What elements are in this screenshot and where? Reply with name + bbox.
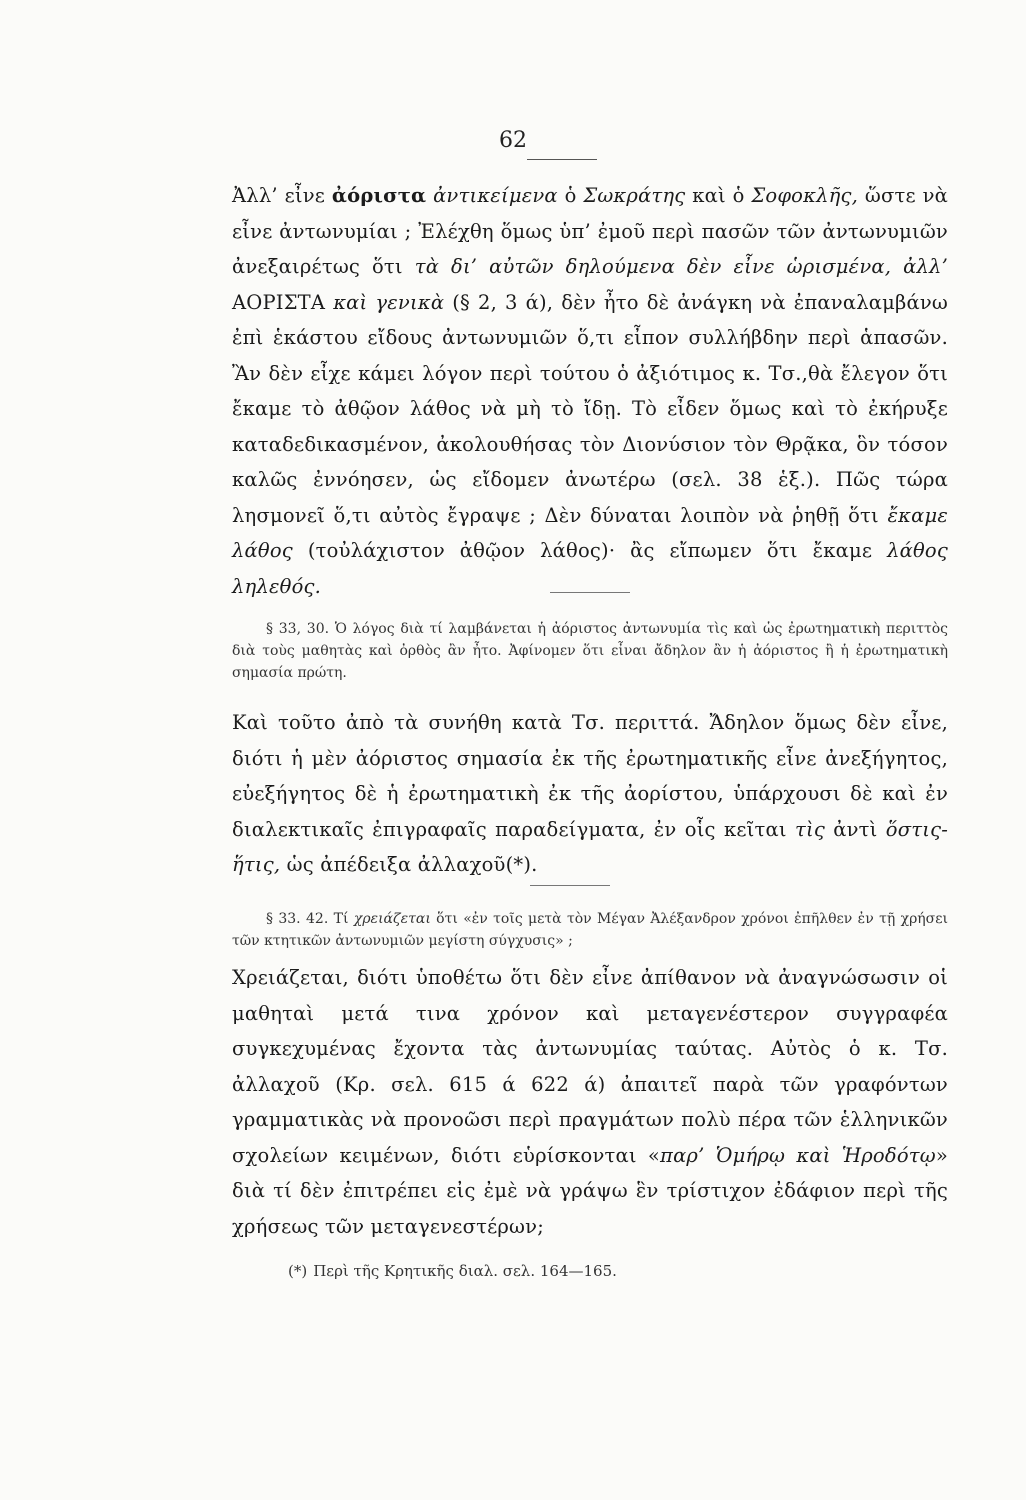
italic-run: χρειάζεται	[353, 911, 431, 927]
text-run: ὁ	[557, 184, 584, 207]
text-run: Καὶ τοῦτο ἀπὸ τὰ συνήθη κατὰ Τσ. περιττά. Ἄδηλον ὅμως δὲν εἶνε, διότι ἡ μὲν ἀόριστος σημασία ἐκ τῆς ἐρωτηματικῆς εἶνε ἀνεξήγητος, εὐεξήγητος δὲ ἡ ἐρωτηματικὴ ἐκ τῆς ἀορίστου, ὑπάρχουσι δὲ καὶ ἐν διαλεκτικαῖς ἐπιγραφαῖς παραδείγματα, ἐν οἷς κεῖται	[232, 711, 948, 841]
italic-run: καὶ γενικὰ	[333, 290, 445, 314]
text-run: καὶ ὁ	[685, 184, 752, 207]
footnote-marker: (*)	[288, 1262, 308, 1280]
note-2-text	[232, 908, 948, 952]
italic-run: ἔκαμε λάθος	[232, 503, 948, 562]
page-number-rule	[527, 159, 597, 160]
text-run: » διὰ τί δὲν ἐπιτρέπει εἰς ἐμὲ νὰ γράψω ἓν τρίστιχον ἐδάφιον περὶ τῆς χρήσεως τῶν μεταγενεστέρων;	[232, 1143, 948, 1238]
section-divider	[550, 592, 630, 593]
paragraph-3-text	[232, 960, 948, 1244]
text-run: Χρειάζεται, διότι ὑποθέτω ὅτι δὲν εἶνε ἀπίθανον νὰ ἀναγνώσωσιν οἱ μαθηταὶ μετά τινα χρόνον καὶ μεταγενέστερον συγγραφέα συγκεχυμένας ἔχοντα τὰς ἀντωνυμίας ταύτας. Αὐτὸς ὁ κ. Τσ. ἀλλαχοῦ (Κρ. σελ. 615 ά 622 ά) ἀπαιτεῖ παρὰ τῶν γραφόντων γραμματικὰς νὰ προνοῶσι περὶ πραγμάτων πολὺ πέρα τῶν ἑλληνικῶν σχολείων κειμένων, διότι εὑρίσκονται «	[232, 966, 948, 1167]
italic-run: τὶς	[795, 817, 825, 841]
paragraph-3	[232, 960, 948, 1244]
footnote-text: Περὶ τῆς Κρητικῆς διαλ. σελ. 164—165.	[313, 1262, 617, 1280]
italic-run: λάθος ληλεθός.	[232, 539, 948, 598]
text-run: ΑΟΡΙΣΤΑ	[232, 290, 334, 314]
bold-term: ἀόριστα	[331, 184, 427, 207]
note-1	[232, 618, 948, 684]
paragraph-1-text	[232, 178, 948, 604]
italic-run: ὅστις-ἥτις,	[232, 817, 948, 876]
italic-run: ἀντικείμενα	[433, 184, 558, 207]
text-run: § 33. 42. Τί	[266, 911, 354, 927]
italic-run: τὰ δι’ αὐτῶν δηλούμενα δὲν εἶνε ὡρισμένα, ἀλλ’	[414, 255, 948, 278]
paragraph-1	[232, 178, 948, 604]
paragraph-2-text	[232, 705, 948, 883]
text-run: Ἀλλ’ εἶνε	[232, 184, 332, 207]
text-run: ἀντὶ	[824, 817, 886, 841]
section-divider	[530, 885, 610, 886]
text-run: ὡς ἀπέδειξα ἀλλαχοῦ(*).	[280, 853, 538, 876]
text-run: (§ 2, 3 ά), δὲν ἦτο δὲ ἀνάγκη νὰ ἐπαναλαμβάνω ἐπὶ ἑκάστου εἴδους ἀντωνυμιῶν ὅ,τι εἶπον συλλήβδην περὶ ἁπασῶν. Ἂν δὲν εἶχε κάμει λόγον περὶ τούτου ὁ ἀξιότιμος κ. Τσ.,θὰ ἔλεγον ὅτι ἔκαμε τὸ ἀθῷον λάθος νὰ μὴ τὸ ἴδῃ. Τὸ εἶδεν ὅμως καὶ τὸ ἐκήρυξε καταδεδικασμένον, ἀκολουθήσας τὸν Διονύσιον τὸν Θρᾷκα, ὃν τόσον καλῶς ἐννόησεν, ὡς εἴδομεν ἀνωτέρω (σελ. 38 ἑξ.). Πῶς τώρα λησμονεῖ ὅ,τι αὐτὸς ἔγραψε ; Δὲν δύναται λοιπὸν νὰ ῥηθῇ ὅτι	[232, 290, 948, 527]
paragraph-2	[232, 705, 948, 883]
italic-run: Σοφοκλῆς,	[751, 184, 859, 207]
note-1-text: § 33, 30. Ὁ λόγος διὰ τί λαμβάνεται ἡ ἀόριστος ἀντωνυμία τὶς καὶ ὡς ἐρωτηματικὴ περιττὸς διὰ τοὺς μαθητὰς καὶ ὀρθὸς ἂν ἦτο. Ἀφίνομεν ὅτι εἶναι ἄδηλον ἂν ἡ ἀόριστος ἢ ἡ ἐρωτηματικὴ σημασία πρώτη.	[232, 621, 948, 681]
italic-run: Σωκράτης	[583, 184, 686, 207]
footnote	[288, 1262, 617, 1280]
italic-run: παρ’ Ὁμήρῳ καὶ Ἡροδότῳ	[660, 1143, 936, 1167]
page-number: 62	[499, 128, 527, 153]
text-run: ὥστε νὰ εἶνε ἀντωνυμίαι ; Ἐλέχθη ὅμως ὑπ’ ἐμοῦ περὶ πασῶν τῶν ἀντωνυμιῶν ἀνεξαιρέτως ὅτι	[232, 184, 948, 278]
note-2	[232, 908, 948, 952]
text-run: ὅτι «ἐν τοῖς μετὰ τὸν Μέγαν Ἀλέξανδρον χρόνοι ἐπῆλθεν ἐν τῇ χρήσει τῶν κτητικῶν ἀντωνυμιῶν μεγίστη σύγχυσις» ;	[232, 911, 948, 949]
text-run: (τοὐλάχιστον ἀθῷον λάθος)· ἂς εἴπωμεν ὅτι ἔκαμε	[292, 539, 888, 562]
